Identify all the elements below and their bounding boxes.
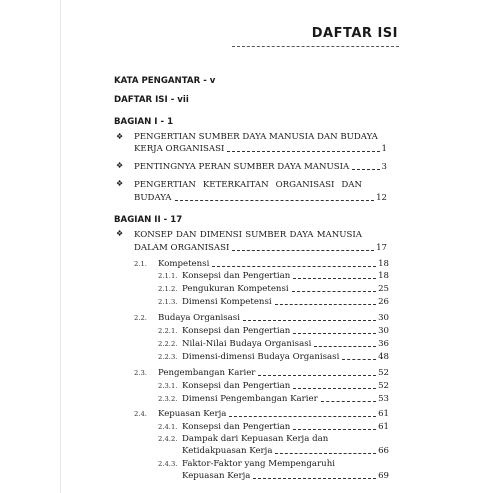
entry-label: BUDAYA bbox=[134, 193, 172, 203]
subsection-number: 2.3.2. bbox=[158, 395, 178, 403]
entry-label: KERJA ORGANISASI bbox=[134, 144, 225, 154]
entry-label: PENTINGNYA PERAN SUMBER DAYA MANUSIA bbox=[134, 162, 350, 172]
leader-dots bbox=[243, 320, 376, 321]
toc-subsection-row[interactable] bbox=[182, 339, 389, 349]
leader-dots bbox=[229, 416, 376, 417]
toc-entry-line1[interactable]: KONSEP DAN DIMENSI SUMBER DAYA MANUSIA bbox=[134, 230, 362, 240]
toc-section-row[interactable] bbox=[158, 409, 389, 419]
entry-label: Dimensi-dimensi Budaya Organisasi bbox=[182, 352, 340, 362]
toc-subsection-row[interactable] bbox=[182, 394, 389, 404]
entry-page: 25 bbox=[378, 284, 389, 294]
leader-dots bbox=[342, 359, 376, 360]
leader-dots bbox=[212, 266, 376, 267]
diamond-bullet-icon: ❖ bbox=[116, 179, 124, 188]
entry-page: 30 bbox=[378, 313, 389, 323]
toc-subsection-row[interactable] bbox=[182, 284, 389, 294]
leader-dots bbox=[232, 250, 374, 251]
toc-entry-daftar-isi[interactable]: DAFTAR ISI - vii bbox=[114, 95, 189, 105]
diamond-bullet-icon: ❖ bbox=[116, 161, 124, 170]
toc-entry-line1[interactable]: PENGERTIAN SUMBER DAYA MANUSIA DAN BUDAYA bbox=[134, 132, 378, 142]
entry-label: BAGIAN I bbox=[114, 117, 158, 127]
leader-dots bbox=[253, 478, 376, 479]
leader-dots bbox=[275, 453, 376, 454]
entry-page: 12 bbox=[376, 193, 387, 203]
entry-page: 48 bbox=[378, 352, 389, 362]
entry-label: Pengukuran Kompetensi bbox=[182, 284, 289, 294]
entry-page: 1 bbox=[167, 117, 174, 127]
title-rule bbox=[232, 46, 399, 47]
entry-label: Dimensi Pengembangan Karier bbox=[182, 394, 318, 404]
entry-label: Pengembangan Karier bbox=[158, 368, 256, 378]
toc-entry-line1[interactable]: Dampak dari Kepuasan Kerja dan bbox=[182, 434, 329, 444]
subsection-number: 2.4.3. bbox=[158, 460, 178, 468]
toc-subsection-row[interactable] bbox=[182, 271, 389, 281]
subsection-number: 2.1.1. bbox=[158, 272, 178, 280]
entry-label: Konsepsi dan Pengertian bbox=[182, 271, 291, 281]
subsection-number: 2.1.2. bbox=[158, 285, 178, 293]
toc-entry-row[interactable] bbox=[134, 243, 387, 253]
toc-subsection-row[interactable] bbox=[182, 381, 389, 391]
entry-page: 53 bbox=[378, 394, 389, 404]
subsection-number: 2.2.1. bbox=[158, 327, 178, 335]
leader-dots bbox=[275, 304, 376, 305]
entry-page: 66 bbox=[378, 446, 389, 456]
entry-page: 61 bbox=[378, 409, 389, 419]
toc-subsection-row[interactable] bbox=[182, 297, 389, 307]
entry-label: Kepuasan Kerja bbox=[158, 409, 227, 419]
subsection-number: 2.2.3. bbox=[158, 353, 178, 361]
subsection-number: 2.4.2. bbox=[158, 435, 178, 443]
entry-page: 18 bbox=[378, 259, 389, 269]
entry-page: 30 bbox=[378, 326, 389, 336]
toc-entry-bagian-2[interactable]: BAGIAN II - 17 bbox=[114, 215, 183, 225]
toc-entry-row[interactable] bbox=[134, 144, 387, 154]
leader-dots bbox=[292, 291, 376, 292]
entry-label: DALAM ORGANISASI bbox=[134, 243, 230, 253]
toc-section-row[interactable] bbox=[158, 313, 389, 323]
entry-label: Kepuasan Kerja bbox=[182, 471, 251, 481]
entry-page: 52 bbox=[378, 381, 389, 391]
entry-label: Nilai-Nilai Budaya Organisasi bbox=[182, 339, 312, 349]
toc-entry-row[interactable] bbox=[134, 193, 387, 203]
toc-subsection-row[interactable] bbox=[182, 422, 389, 432]
diamond-bullet-icon: ❖ bbox=[116, 132, 124, 141]
leader-dots bbox=[314, 346, 376, 347]
entry-page: 18 bbox=[378, 271, 389, 281]
toc-entry-line1[interactable]: Faktor-Faktor yang Mempengaruhi bbox=[182, 459, 335, 469]
toc-entry-kata-pengantar[interactable]: KATA PENGANTAR - v bbox=[114, 76, 216, 86]
page-edge bbox=[60, 0, 61, 493]
entry-page: vii bbox=[177, 95, 189, 105]
diamond-bullet-icon: ❖ bbox=[116, 229, 124, 238]
toc-subsection-row[interactable] bbox=[182, 471, 389, 481]
toc-section-row[interactable] bbox=[158, 259, 389, 269]
entry-label: Kompetensi bbox=[158, 259, 210, 269]
entry-label: BAGIAN II bbox=[114, 215, 161, 225]
entry-page: 36 bbox=[378, 339, 389, 349]
entry-label: Konsepsi dan Pengertian bbox=[182, 326, 291, 336]
section-number: 2.1. bbox=[134, 260, 147, 268]
subsection-number: 2.3.1. bbox=[158, 382, 178, 390]
leader-dots bbox=[293, 278, 376, 279]
toc-subsection-row[interactable] bbox=[182, 326, 389, 336]
entry-label: Ketidakpuasan Kerja bbox=[182, 446, 273, 456]
toc-section-row[interactable] bbox=[158, 368, 389, 378]
entry-page: 26 bbox=[378, 297, 389, 307]
entry-label: Konsepsi dan Pengertian bbox=[182, 422, 291, 432]
entry-label: KATA PENGANTAR bbox=[114, 76, 201, 86]
entry-label: Dimensi Kompetensi bbox=[182, 297, 272, 307]
entry-label: Budaya Organisasi bbox=[158, 313, 240, 323]
toc-entry-bagian-1[interactable]: BAGIAN I - 1 bbox=[114, 117, 174, 127]
page-title: DAFTAR ISI bbox=[311, 26, 398, 41]
entry-page: 61 bbox=[378, 422, 389, 432]
subsection-number: 2.2.2. bbox=[158, 340, 178, 348]
leader-dots bbox=[227, 151, 379, 152]
leader-dots bbox=[293, 333, 376, 334]
subsection-number: 2.4.1. bbox=[158, 423, 178, 431]
entry-page: 17 bbox=[170, 215, 183, 225]
toc-entry-line1[interactable]: PENGERTIAN KETERKAITAN ORGANISASI DAN bbox=[134, 180, 362, 190]
leader-dots bbox=[258, 375, 376, 376]
leader-dots bbox=[321, 401, 376, 402]
entry-page: 52 bbox=[378, 368, 389, 378]
leader-dots bbox=[293, 388, 376, 389]
section-number: 2.3. bbox=[134, 369, 147, 377]
leader-dots bbox=[175, 200, 375, 201]
toc-subsection-row[interactable] bbox=[182, 446, 389, 456]
leader-dots bbox=[293, 429, 376, 430]
toc-entry-row[interactable] bbox=[134, 162, 387, 172]
entry-page: 1 bbox=[381, 144, 387, 154]
entry-page: 17 bbox=[376, 243, 387, 253]
toc-subsection-row[interactable] bbox=[182, 352, 389, 362]
entry-label: DAFTAR ISI bbox=[114, 95, 168, 105]
entry-page: 3 bbox=[381, 162, 387, 172]
subsection-number: 2.1.3. bbox=[158, 298, 178, 306]
section-number: 2.4. bbox=[134, 410, 147, 418]
entry-label: Konsepsi dan Pengertian bbox=[182, 381, 291, 391]
entry-page: v bbox=[209, 76, 216, 86]
section-number: 2.2. bbox=[134, 314, 147, 322]
leader-dots bbox=[352, 169, 379, 170]
entry-page: 69 bbox=[378, 471, 389, 481]
